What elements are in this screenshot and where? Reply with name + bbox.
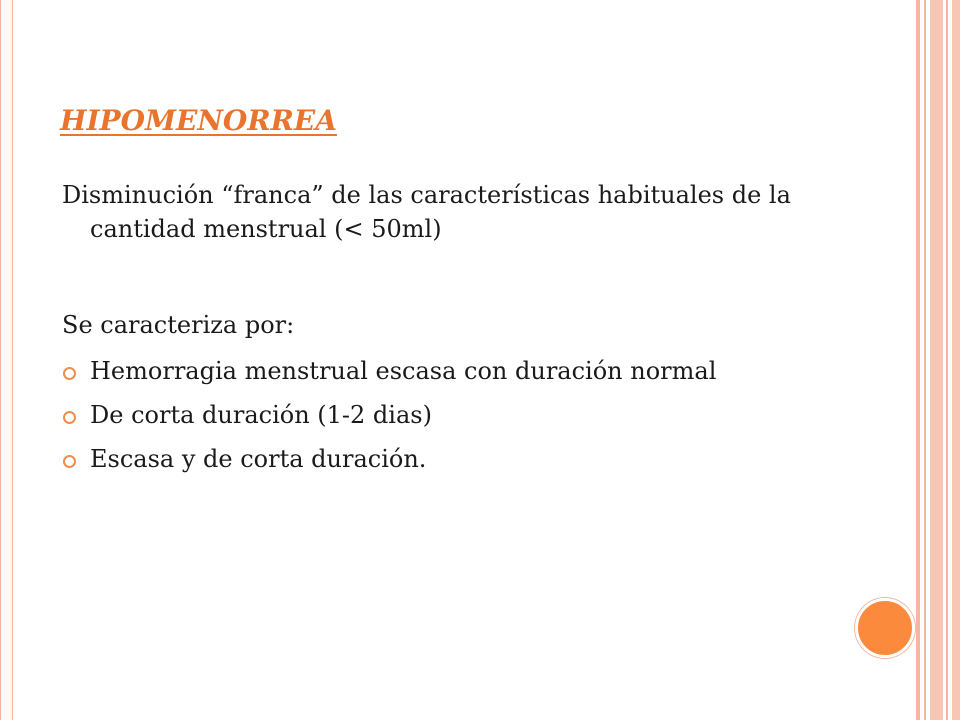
decorative-orange-circle xyxy=(855,598,915,658)
right-frame-stripes xyxy=(916,0,960,720)
circle-bullet-icon xyxy=(63,455,76,468)
slide-title: HIPOMENORREA xyxy=(60,104,337,137)
left-frame-border xyxy=(0,0,13,720)
frame-stripe xyxy=(930,0,943,720)
list-item xyxy=(62,399,822,431)
frame-stripe xyxy=(916,0,920,720)
circle-bullet-icon xyxy=(63,367,76,380)
bullet-text: De corta duración (1-2 dias) xyxy=(90,401,432,429)
bullet-text: Hemorragia menstrual escasa con duración normal xyxy=(90,357,717,385)
frame-stripe xyxy=(924,0,926,720)
list-item xyxy=(62,443,822,475)
circle-bullet-icon xyxy=(63,411,76,424)
definition-text: Disminución “franca” de las características habituales de la cantidad menstrual (< 50ml) xyxy=(62,181,791,243)
bullet-text: Escasa y de corta duración. xyxy=(90,445,427,473)
bullet-list xyxy=(62,355,822,487)
frame-stripe xyxy=(952,0,960,720)
intro-text: Se caracteriza por: xyxy=(62,311,295,339)
frame-stripe xyxy=(946,0,948,720)
list-item xyxy=(62,355,822,387)
